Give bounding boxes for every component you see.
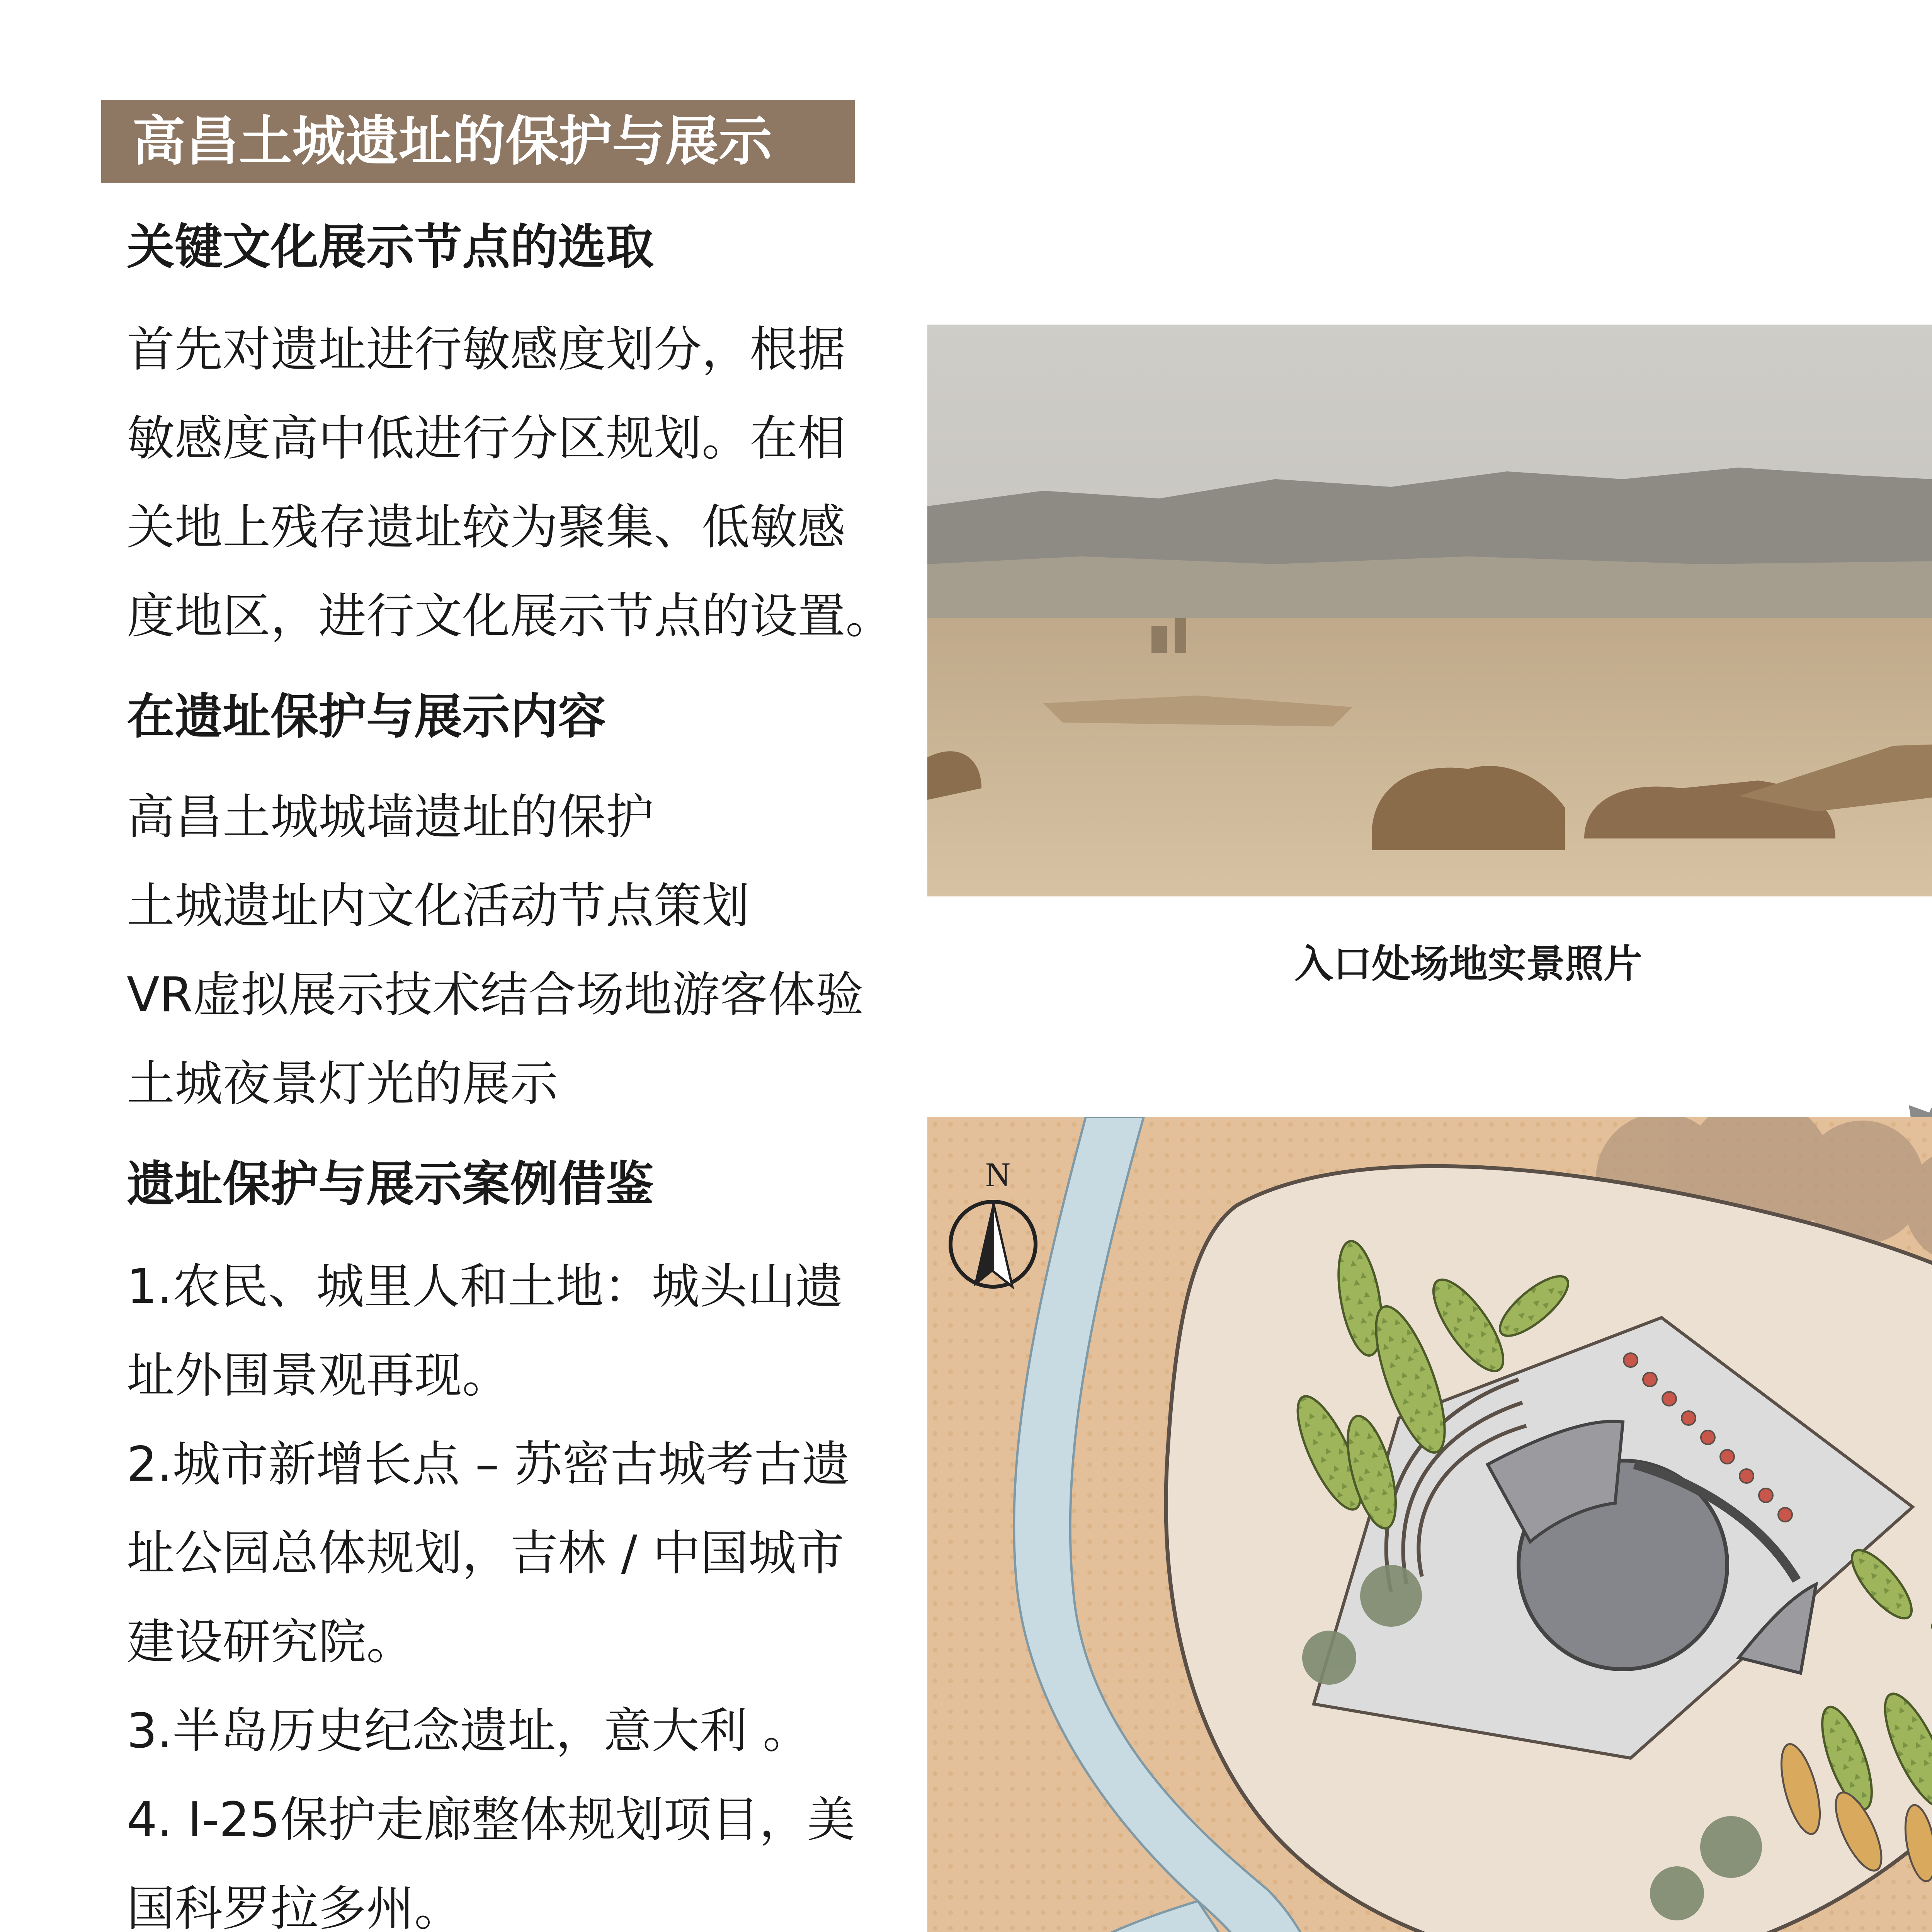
section-heading-node-selection: 关键文化展示节点的选取 xyxy=(127,219,654,275)
text-line: 3.半岛历史纪念遗址，意大利 。 xyxy=(127,1703,811,1759)
text-line: 址外围景观再现。 xyxy=(127,1348,510,1403)
text-line: 首先对遗址进行敏感度划分，根据 xyxy=(127,322,846,378)
text-line: 度地区，进行文化展示节点的设置。 xyxy=(127,588,894,644)
photo-caption: 入口处场地实景照片 xyxy=(1294,941,1642,986)
section-text-node-selection xyxy=(127,305,919,661)
section-heading-protection-content: 在遗址保护与展示内容 xyxy=(127,689,606,745)
section-heading-case-references: 遗址保护与展示案例借鉴 xyxy=(127,1156,654,1212)
text-line: 2.城市新增长点 – 苏密古城考古遗 xyxy=(127,1437,850,1492)
text-line: 国科罗拉多州。 xyxy=(127,1881,463,1932)
page-title: 高昌土城遗址的保护与展示 xyxy=(101,100,855,183)
text-line: 敏感度高中低进行分区规划。在相 xyxy=(127,411,846,466)
text-line: 址公园总体规划，吉林 / 中国城市 xyxy=(127,1526,844,1581)
text-line: 土城遗址内文化活动节点策划 xyxy=(127,878,750,934)
north-label: N xyxy=(985,1156,1010,1194)
section-text-protection-content xyxy=(127,773,919,1128)
text-line: 1.农民、城里人和土地：城头山遗 xyxy=(127,1259,844,1315)
text-line: VR虚拟展示技术结合场地游客体验 xyxy=(127,967,864,1023)
text-line: 关地上残存遗址较为聚集、低敏感 xyxy=(127,500,846,555)
text-line: 4. I-25保护走廊整体规划项目，美 xyxy=(127,1792,855,1848)
key-node-site-plan xyxy=(927,1117,1932,1932)
text-line: 土城夜景灯光的展示 xyxy=(127,1056,558,1112)
callout-arrow-icon xyxy=(1893,645,1932,1163)
text-line: 建设研究院。 xyxy=(127,1614,415,1670)
section-text-case-references xyxy=(127,1242,919,1932)
site-entrance-photo xyxy=(927,325,1932,896)
text-line: 高昌土城城墙遗址的保护 xyxy=(127,789,654,845)
